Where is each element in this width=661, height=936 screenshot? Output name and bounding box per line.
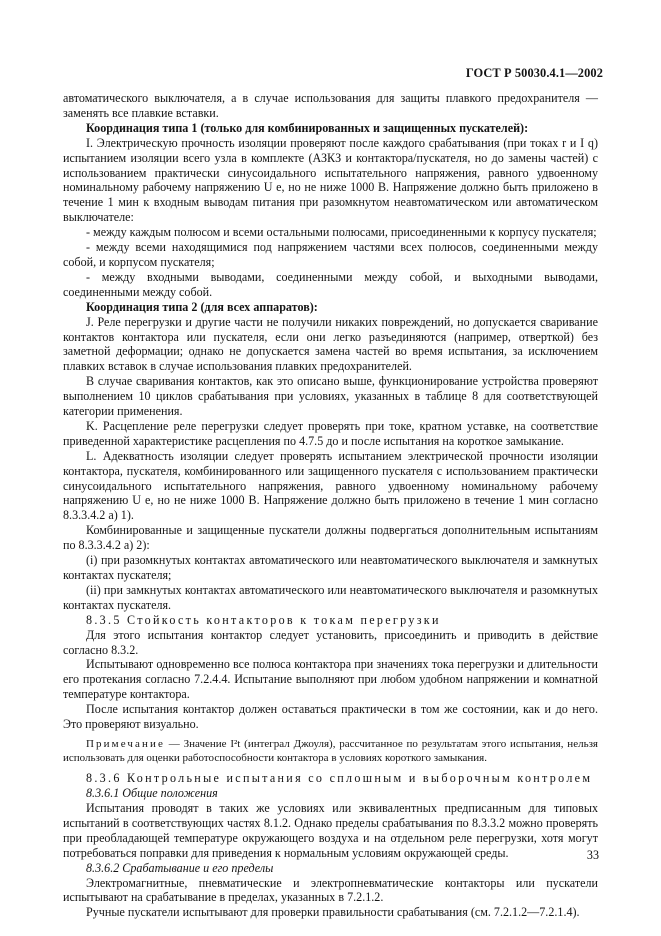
heading-coordination-type-1: Координация типа 1 (только для комбинированных и защищенных пускателей): [86, 120, 529, 135]
paragraph-install: Для этого испытания контактор следует установить, присоединить и приводить в действие согласно 8.3.2. [63, 627, 598, 657]
section-heading-8-3-6: 8.3.6 Контрольные испытания со сплошным и выборочным контролем [86, 771, 593, 786]
note-label: Примечание [86, 737, 165, 750]
paragraph-electromagnetic: Электромагнитные, пневматические и электропневматические контакторы или пускатели испытывают на срабатывание в пределах, указанных в 7.2.1.2. [63, 875, 598, 905]
document-body [63, 91, 598, 920]
paragraph-item-k: K. Расцепление реле перегрузки следует проверять при токе, кратном уставке, на соответствие приведенной характеристике расцепления по 4.7.5 до и после испытания на короткое замыкание. [63, 418, 598, 448]
list-item-dash-1: - между каждым полюсом и всеми остальными полюсами, присоединенными к корпусу пускателя; [86, 225, 597, 240]
paragraph-welding: В случае сваривания контактов, как это описано выше, функционирование устройства проверяют выполнением 10 циклов срабатывания при условиях, указанных в таблице 8 для соответствующей категории применения. [63, 374, 598, 419]
list-item-ii: (ii) при замкнутых контактах автоматического или неавтоматического выключателя и разомкнутых контактах пускателя. [63, 582, 598, 612]
subsection-heading-8-3-6-1: 8.3.6.1 Общие положения [86, 786, 218, 801]
heading-coordination-type-2: Координация типа 2 (для всех аппаратов): [86, 299, 318, 314]
list-item-dash-2: - между всеми находящимися под напряжением частями всех полюсов, соединенными между собой, и корпусом пускателя; [63, 240, 598, 269]
paragraph-general: Испытания проводят в таких же условиях или эквивалентных предписанным для типовых испытаний в соответствующих частях 8.1.2. Однако пределы срабатывания по 8.3.3.2 можно проверять при преобладающей температуре окружающего воздуха и на отдельном реле перегрузки, хотя могут потребоваться поправки для приведения к нормальным условиям окружающей среды. [63, 800, 598, 860]
paragraph-continuation: автоматического выключателя, а в случае использования для защиты плавкого предохранителя — заменять все плавкие вставки. [63, 91, 598, 120]
subsection-heading-8-3-6-2: 8.3.6.2 Срабатывание и его пределы [86, 860, 274, 875]
paragraph-item-l: L. Адекватность изоляции следует проверять испытанием электрической прочности изоляции контактора, пускателя, комбинированного или защищенного пускателя с использованием практически синусоидального испытательного напряжения, равного удвоенному номинальному рабочему напряжению U e, но не ниже 1000 В. Напряжение должно быть приложено в течение 1 мин согласно 8.3.3.4.2 а) 1). [63, 448, 598, 523]
note-text: — Значение I²t (интеграл Джоуля), рассчитанное по результатам этого испытания, нельзя использовать для оценки работоспособности контактора в условиях короткого замыкания. [63, 737, 598, 764]
note [63, 738, 598, 765]
paragraph-item-j: J. Реле перегрузки и другие части не получили никаких повреждений, но допускается сваривание контактов контактора или пускателя, если они легко разъединяются (например, отверткой) без заметной деформации; однако не допускается замена частей во время испытания, за исключением плавких вставок в случае использования плавких предохранителей. [63, 314, 598, 374]
list-item-i: (i) при разомкнутых контактах автоматического или неавтоматического выключателя и замкнутых контактах пускателя; [63, 553, 598, 582]
section-heading-8-3-5: 8.3.5 Стойкость контакторов к токам перегрузки [86, 612, 441, 627]
paragraph-manual-starters: Ручные пускатели испытывают для проверки правильности срабатывания (см. 7.2.1.2—7.2.1.4). [86, 905, 580, 920]
paragraph-item-i: I. Электрическую прочность изоляции проверяют после каждого срабатывания (при токах r и I q) испытанием изоляции всего узла в комплекте (АЗКЗ и контактора/пускателя, но до замены частей) с использованием практически синусоидального испытательного напряжения, равного удвоенному номинальному рабочему напряжению U e, но не ниже 1000 В. Напряжение должно быть приложено в течение 1 мин к входным выводам питания при разомкнутом неавтоматическом или автоматическом выключателе: [63, 135, 598, 225]
paragraph-poles: Испытывают одновременно все полюса контактора при значениях тока перегрузки и длительности его протекания согласно 7.2.4.4. Испытание выполняют при любом удобном напряжении и комнатной температуре контактора. [63, 657, 598, 702]
list-item-dash-3: - между входными выводами, соединенными между собой, и выходными выводами, соединенными между собой. [63, 269, 598, 299]
standard-header: ГОСТ Р 50030.4.1—2002 [465, 66, 603, 80]
page-number: 33 [586, 848, 599, 862]
paragraph-additional-tests: Комбинированные и защищенные пускатели должны подвергаться дополнительным испытаниям по 8.3.3.4.2 а) 2): [63, 523, 598, 553]
paragraph-after-test: После испытания контактор должен оставаться практически в том же состоянии, как и до него. Это проверяют визуально. [63, 702, 598, 732]
